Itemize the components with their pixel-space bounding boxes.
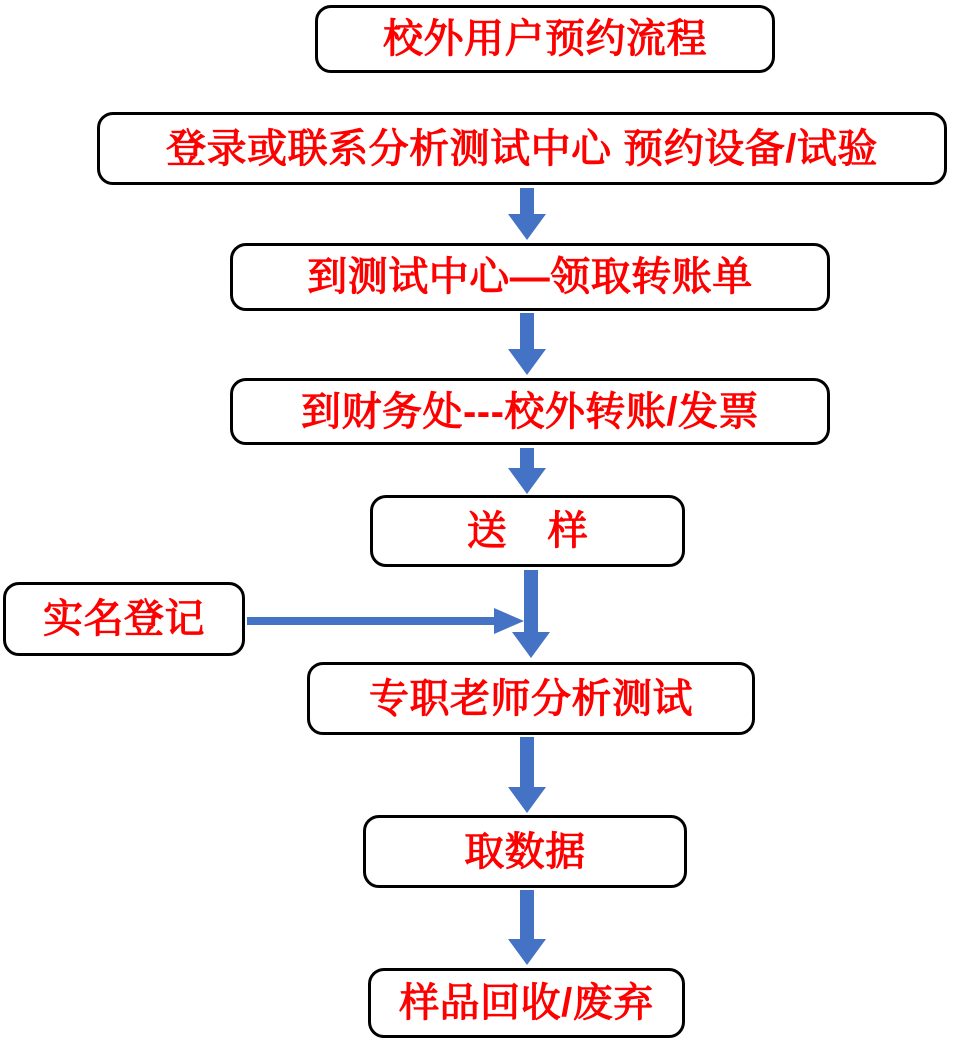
node-login (97, 112, 947, 185)
down-arrow-pickup-finance (508, 313, 546, 375)
node-sample-label: 送 样 (466, 509, 589, 553)
node-sample (370, 495, 685, 567)
node-recycle-label: 样品回收/废弃 (399, 981, 654, 1025)
node-recycle (368, 968, 685, 1038)
arrow-shaft (524, 570, 538, 632)
arrow-head (508, 349, 546, 375)
arrow-head (512, 632, 550, 658)
arrow-shaft (520, 890, 534, 939)
node-data (363, 815, 687, 888)
node-pickup (230, 243, 830, 311)
node-login-label: 登录或联系分析测试中心 预约设备/试验 (166, 126, 878, 171)
arrow-head (508, 468, 546, 494)
node-register-label: 实名登记 (43, 597, 205, 641)
arrow-head (508, 787, 546, 813)
arrow-head (508, 214, 546, 240)
down-arrow-data-recycle (508, 890, 546, 965)
node-analysis-label: 专职老师分析测试 (369, 676, 693, 721)
down-arrow-login-pickup (508, 188, 546, 240)
down-arrow-finance-sample (508, 448, 546, 494)
node-finance-label: 到财务处---校外转账/发票 (300, 389, 760, 434)
node-register (3, 582, 245, 656)
arrow-shaft (520, 188, 534, 214)
node-data-label: 取数据 (464, 829, 586, 874)
down-arrow-analysis-data (508, 737, 546, 813)
arrow-head (494, 608, 524, 634)
node-analysis (307, 662, 755, 735)
node-title-label: 校外用户预约流程 (383, 17, 707, 61)
node-title (315, 5, 775, 73)
arrow-shaft (520, 737, 534, 787)
arrow-shaft (520, 313, 534, 349)
node-finance (230, 378, 830, 445)
arrow-shaft (520, 448, 534, 468)
arrow-shaft (247, 617, 494, 625)
node-pickup-label: 到测试中心—领取转账单 (307, 255, 753, 299)
right-arrow-register-analysis (247, 608, 524, 634)
arrow-head (508, 939, 546, 965)
